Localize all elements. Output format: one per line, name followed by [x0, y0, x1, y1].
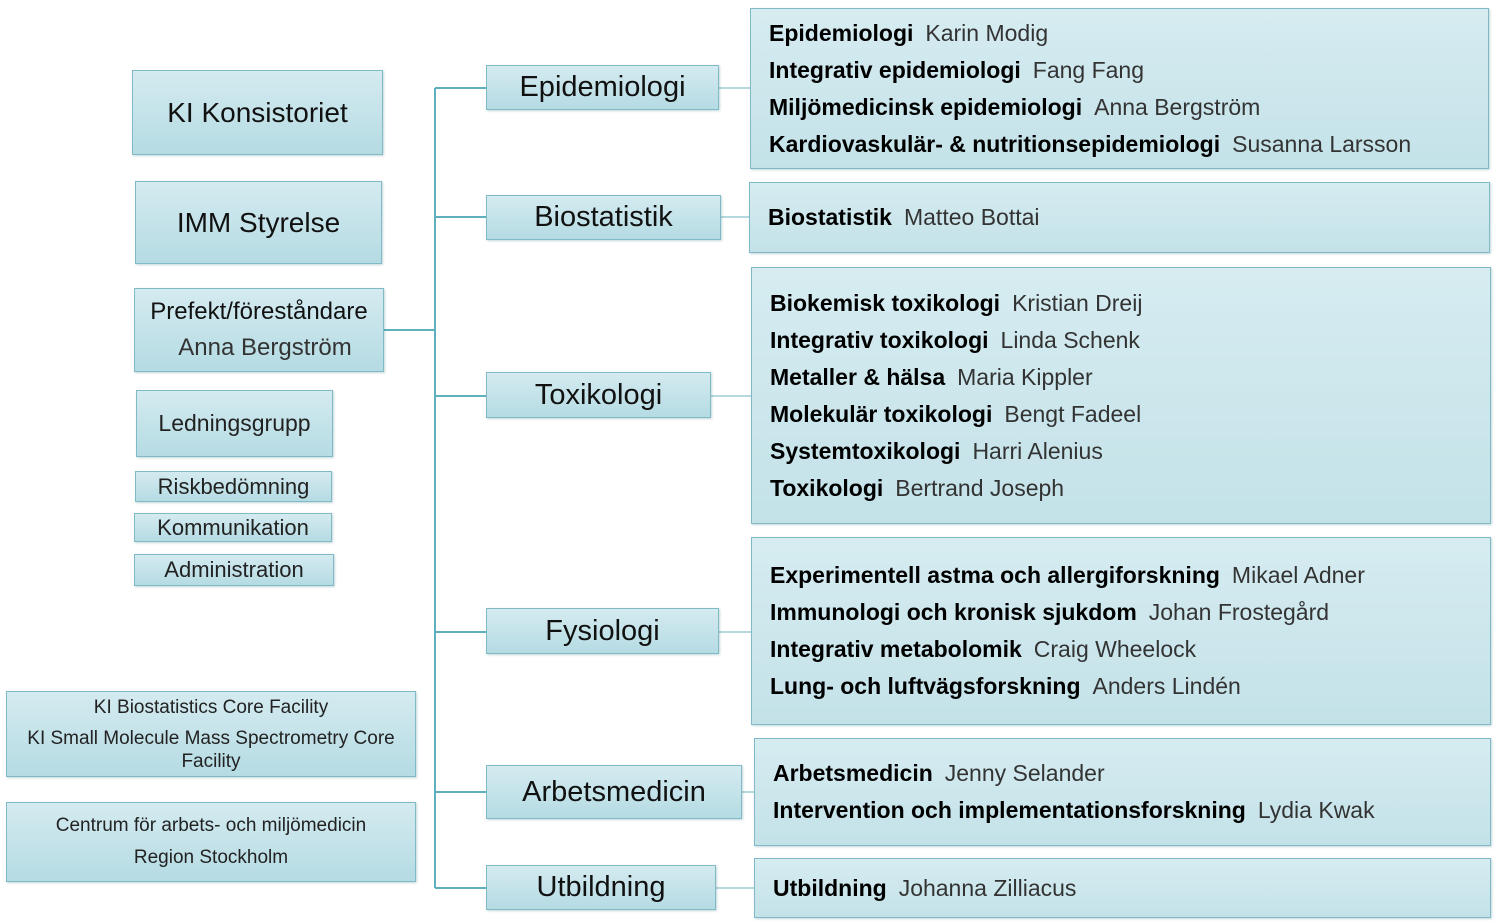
unit-row — [768, 199, 1489, 236]
dept-arbetsmedicin — [486, 765, 742, 819]
dept-label: Epidemiologi — [519, 71, 686, 103]
unit-name: Toxikologi — [770, 474, 884, 501]
unit-row — [769, 89, 1488, 126]
unit-head: Karin Modig — [925, 19, 1049, 46]
unit-head: Anna Bergström — [1094, 93, 1261, 120]
region-label: Region Stockholm — [133, 847, 289, 868]
unit-name: Integrativ epidemiologi — [769, 56, 1021, 83]
unit-row — [773, 870, 1490, 907]
units-toxikologi — [751, 267, 1491, 524]
unit-row — [770, 470, 1490, 507]
unit-head: Fang Fang — [1032, 56, 1145, 83]
unit-head: Mikael Adner — [1231, 562, 1365, 588]
konsistoriet-label: KI Konsistoriet — [167, 96, 348, 128]
units-biostatistik — [749, 182, 1490, 253]
unit-head: Maria Kippler — [957, 363, 1093, 390]
konsistoriet-box — [132, 70, 383, 155]
dept-label: Fysiologi — [545, 614, 660, 647]
unit-name: Utbildning — [773, 874, 887, 901]
styrelse-label: IMM Styrelse — [176, 206, 341, 238]
unit-row — [770, 396, 1490, 433]
unit-head: Johan Frostegård — [1148, 599, 1330, 625]
unit-head: Kristian Dreij — [1012, 289, 1143, 316]
riskbedomning-label: Riskbedömning — [157, 473, 310, 499]
unit-head: Lydia Kwak — [1257, 797, 1375, 823]
unit-head: Linda Schenk — [1000, 326, 1140, 353]
dept-utbildning — [486, 865, 716, 910]
unit-name: Miljömedicinsk epidemiologi — [769, 93, 1083, 120]
unit-head: Bengt Fadeel — [1004, 400, 1142, 427]
unit-head: Bertrand Joseph — [895, 474, 1065, 501]
ledningsgrupp-label: Ledningsgrupp — [158, 410, 311, 436]
unit-head: Craig Wheelock — [1033, 636, 1197, 662]
core-facility-biostatistics: KI Biostatistics Core Facility — [93, 696, 329, 718]
units-arbetsmedicin — [754, 738, 1491, 846]
unit-head: Susanna Larsson — [1232, 130, 1412, 157]
unit-row — [769, 15, 1488, 52]
unit-name: Metaller & hälsa — [770, 363, 946, 390]
ledningsgrupp-box — [136, 390, 333, 457]
unit-name: Biokemisk toxikologi — [770, 289, 1001, 316]
unit-row — [770, 631, 1490, 668]
administration-box — [134, 554, 334, 586]
unit-head: Anders Lindén — [1092, 673, 1241, 699]
dept-biostatistik — [486, 195, 721, 240]
units-fysiologi — [751, 537, 1491, 725]
unit-name: Experimentell astma och allergiforskning — [770, 562, 1220, 588]
unit-name: Integrativ metabolomik — [770, 636, 1022, 662]
unit-row — [769, 126, 1488, 163]
unit-row — [773, 792, 1490, 829]
dept-label: Utbildning — [536, 871, 666, 903]
core-facility-mass-spec: KI Small Molecule Mass Spectrometry Core Facility — [27, 727, 395, 772]
kommunikation-box — [134, 513, 332, 542]
prefekt-box — [134, 288, 384, 372]
unit-row — [773, 755, 1490, 792]
dept-label: Arbetsmedicin — [522, 775, 706, 808]
kommunikation-label: Kommunikation — [157, 514, 309, 540]
unit-head: Matteo Bottai — [903, 204, 1040, 230]
dept-fysiologi — [486, 608, 719, 654]
unit-name: Arbetsmedicin — [773, 760, 933, 786]
unit-row — [770, 285, 1490, 322]
unit-name: Immunologi och kronisk sjukdom — [770, 599, 1137, 625]
dept-label: Toxikologi — [534, 378, 663, 411]
unit-name: Integrativ toxikologi — [770, 326, 989, 353]
unit-head: Johanna Zilliacus — [898, 874, 1077, 901]
unit-row — [770, 433, 1490, 470]
dept-label: Biostatistik — [534, 201, 673, 233]
unit-head: Harri Alenius — [972, 437, 1103, 464]
styrelse-box — [135, 181, 382, 264]
unit-row — [770, 594, 1490, 631]
units-epidemiologi — [750, 8, 1489, 169]
unit-name: Lung- och luftvägsforskning — [770, 673, 1081, 699]
unit-name: Molekulär toxikologi — [770, 400, 993, 427]
prefekt-title: Prefekt/föreståndare — [150, 298, 368, 325]
unit-name: Biostatistik — [768, 204, 892, 230]
unit-row — [769, 52, 1488, 89]
unit-name: Epidemiologi — [769, 19, 914, 46]
centrum-label: Centrum för arbets- och miljömedicin — [55, 815, 367, 836]
unit-row — [770, 322, 1490, 359]
unit-row — [770, 359, 1490, 396]
dept-toxikologi — [486, 372, 711, 418]
centrum-box — [6, 802, 416, 882]
unit-row — [770, 668, 1490, 705]
units-utbildning — [754, 858, 1491, 918]
unit-head: Jenny Selander — [944, 760, 1105, 786]
dept-epidemiologi — [486, 65, 719, 110]
administration-label: Administration — [164, 557, 304, 582]
unit-name: Intervention och implementationsforskning — [773, 797, 1246, 823]
core-facilities-box — [6, 691, 416, 777]
unit-name: Kardiovaskulär- & nutritionsepidemiologi — [769, 130, 1221, 157]
unit-name: Systemtoxikologi — [770, 437, 961, 464]
prefekt-name: Anna Bergström — [178, 334, 352, 361]
riskbedomning-box — [135, 471, 332, 502]
unit-row — [770, 557, 1490, 594]
